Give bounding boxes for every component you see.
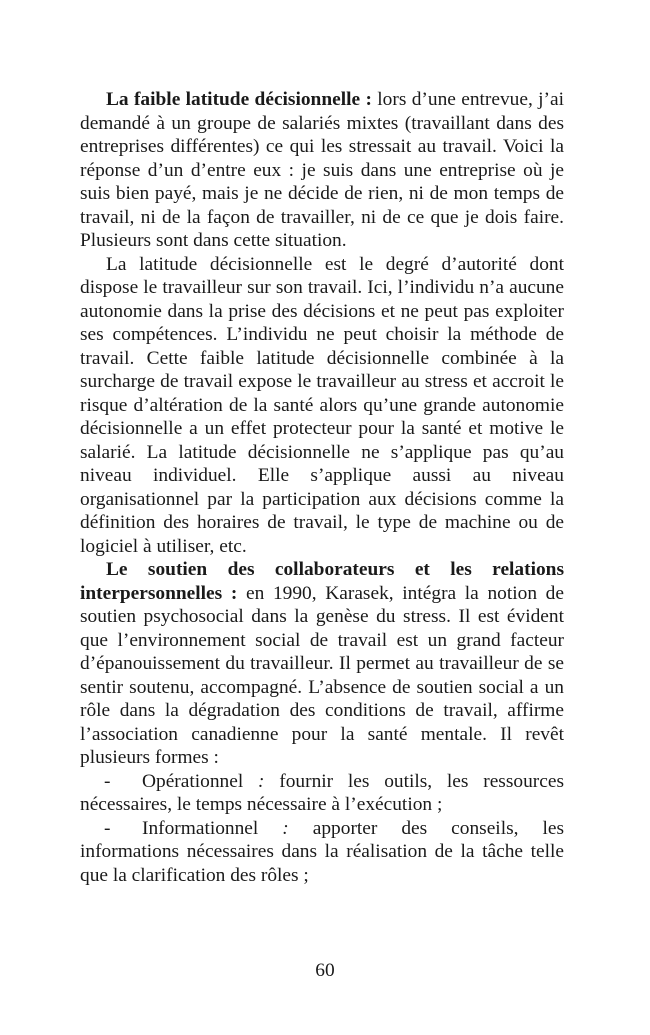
list-item-informationnel	[80, 817, 564, 888]
paragraph-faible-latitude	[80, 88, 564, 253]
paragraph-heading: La faible latitude décisionnelle :	[106, 89, 372, 110]
paragraph-text: lors d’une entrevue, j’ai demandé à un groupe de salariés mixtes (travaillant dans des entreprises différentes) ce qui les stressait au travail. Voici la réponse d’un d’entre eux : je suis dans une entreprise où je suis bien payé, mais je ne décide de rien, ni de mon temps de travail, ni de la façon de travailler, ni de ce que je dois faire. Plusieurs sont dans cette situation.	[80, 89, 564, 251]
paragraph-text: La latitude décisionnelle est le degré d’autorité dont dispose le travailleur sur son travail. Ici, l’individu n’a aucune autonomie dans la prise des décisions et ne peut pas exploiter ses compétences. L’individu ne peut choisir la méthode de travail. Cette faible latitude décisionnelle combinée à la surcharge de travail expose le travailleur au stress et accroit le risque d’altération de la santé alors qu’une grande autonomie décisionnelle a un effet protecteur pour la santé et motive le salarié. La latitude décisionnelle ne s’applique pas qu’au niveau individuel. Elle s’applique aussi au niveau organisationnel par la participation aux décisions comme la définition des horaires de travail, le type de machine ou de logiciel à utiliser, etc.	[80, 253, 564, 557]
list-item-colon: :	[258, 817, 289, 839]
page-body	[80, 88, 564, 887]
list-item-text: fournir les outils, les ressources nécessaires, le temps nécessaire à l’exécution ;	[80, 770, 565, 815]
list-dash: -	[104, 817, 111, 839]
page-number: 60	[315, 960, 335, 981]
paragraph-latitude-definition	[80, 253, 564, 559]
list-dash: -	[104, 770, 111, 792]
list-item-colon: :	[243, 770, 265, 792]
list-item-text: apporter des conseils, les informations nécessaires dans la réalisation de la tâche telle que la clarification des rôles ;	[80, 817, 565, 886]
paragraph-soutien-collaborateurs	[80, 558, 564, 770]
list-item-label: Informationnel	[142, 817, 259, 839]
list-item-operationnel	[80, 770, 564, 817]
list-item-label: Opérationnel	[142, 770, 244, 792]
paragraph-heading: Le soutien des collaborateurs et les relations interpersonnelles :	[80, 559, 564, 604]
paragraph-text: en 1990, Karasek, intégra la notion de soutien psychosocial dans la genèse du stress. Il est évident que l’environnement social de travail est un grand facteur d’épanouissement du travailleur. Il permet au travailleur de se sentir soutenu, accompagné. L’absence de soutien social a un rôle dans la dégradation des conditions de travail, affirme l’association canadienne pour la santé mentale. Il revêt plusieurs formes :	[80, 582, 564, 768]
